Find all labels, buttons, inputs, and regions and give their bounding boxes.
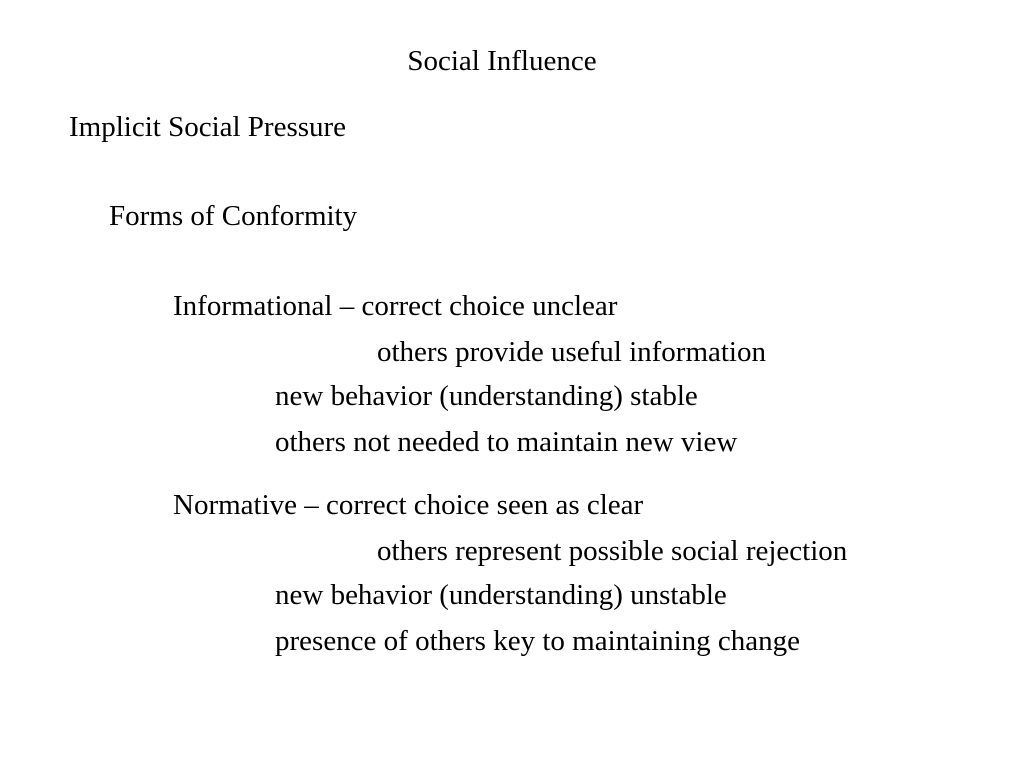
informational-line: new behavior (understanding) stable: [275, 380, 698, 412]
normative-line: others represent possible social rejection: [377, 535, 848, 567]
informational-heading: Informational – correct choice unclear: [173, 290, 618, 322]
informational-line: others provide useful information: [377, 336, 766, 368]
heading-implicit-social-pressure: Implicit Social Pressure: [69, 111, 347, 143]
normative-heading: Normative – correct choice seen as clear: [173, 489, 644, 521]
informational-line: others not needed to maintain new view: [275, 426, 738, 458]
subheading-forms-of-conformity: Forms of Conformity: [109, 200, 358, 232]
normative-line: new behavior (understanding) unstable: [275, 579, 727, 611]
slide-title: Social Influence: [407, 45, 597, 77]
normative-line: presence of others key to maintaining change: [275, 625, 801, 657]
